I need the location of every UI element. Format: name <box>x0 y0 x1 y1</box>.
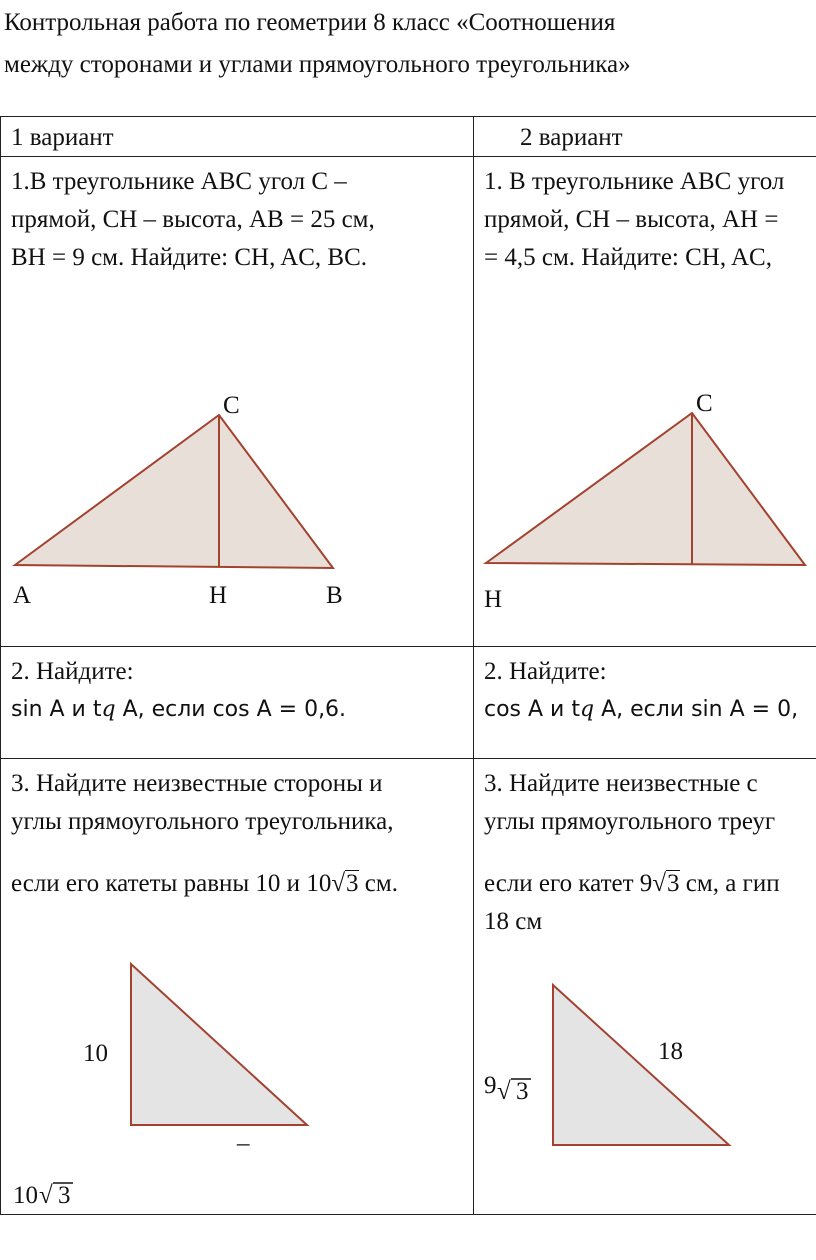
variant2-header-cell <box>474 117 816 157</box>
variants-table <box>0 116 816 1215</box>
v1-task1-cell <box>1 157 474 647</box>
v2-sqrt-sign: √ <box>497 1078 511 1105</box>
v1-triangle-abc <box>15 415 333 568</box>
v1-task2-formula: sin A и tq A, если cos A = 0,6. <box>11 697 347 722</box>
v2-triangle-abc-figure <box>474 157 816 647</box>
v1-right-triangle <box>131 964 307 1125</box>
v1-task1-line: BH = 9 см. Найдите: CH, AC, BC. <box>11 244 368 271</box>
v1-label-h: H <box>209 582 228 609</box>
v1-task3-cell <box>1 759 474 1215</box>
v2-label-h: H <box>484 586 503 613</box>
variant1-header-cell <box>1 117 474 157</box>
title-line-1: Контрольная работа по геометрии 8 класс «Соотношения <box>4 9 616 36</box>
task2-row <box>1 647 816 759</box>
v1-label-dash: – <box>237 1130 250 1157</box>
v2-task2-cell <box>474 647 816 759</box>
v2-task1-cell <box>474 157 816 647</box>
v2-right-triangle <box>553 985 729 1145</box>
v1-task2-cell <box>1 647 474 759</box>
v1-task2-text <box>11 653 346 729</box>
v1-label-b: B <box>326 582 343 609</box>
v2-label-leg-9: 9 <box>484 1072 497 1099</box>
v1-triangle-abc-figure <box>1 157 473 647</box>
v2-task2-text <box>484 653 798 729</box>
v2-task1-line: прямой, CH – высота, AH = <box>484 206 779 233</box>
v1-task3-line: если его катеты равны 10 и 10√3 см. <box>11 870 398 897</box>
v2-triangle-abc <box>486 413 805 565</box>
v1-label-bottom-10: 10 <box>13 1182 38 1209</box>
task3-row <box>1 759 816 1215</box>
v2-task3-line: 3. Найдите неизвестные с <box>484 770 758 797</box>
v1-label-a: A <box>13 582 32 609</box>
v1-task3-line: 3. Найдите неизвестные стороны и <box>11 770 383 797</box>
v2-task1-line: = 4,5 см. Найдите: CH, AC, <box>484 244 772 271</box>
v1-task1-line: 1.В треугольнике ABC угол C – <box>11 168 347 195</box>
v2-task2-formula: cos A и tq A, если sin A = 0, <box>484 697 799 722</box>
v2-task3-line: углы прямоугольного треуг <box>484 808 776 835</box>
v2-task3-line: если его катет 9√3 см, а гип <box>484 870 780 897</box>
header-row <box>1 117 816 157</box>
v2-right-triangle-figure <box>474 759 816 1215</box>
v1-right-triangle-figure <box>1 759 473 1215</box>
v2-label-c: C <box>696 390 713 417</box>
title-line-2: между сторонами и углами прямоугольного треугольника» <box>4 51 631 78</box>
variant1-header: 1 вариант <box>11 124 114 151</box>
task1-row <box>1 157 816 647</box>
v1-label-bottom-3: 3 <box>58 1182 71 1209</box>
v2-label-leg-3: 3 <box>516 1078 529 1105</box>
v1-task1-line: прямой, CH – высота, AB = 25 см, <box>11 206 375 233</box>
v1-label-c: C <box>223 392 240 419</box>
v1-task2-heading: 2. Найдите: <box>11 658 134 685</box>
variant2-header: 2 вариант <box>520 124 623 151</box>
v2-task3-line: 18 см <box>484 908 543 935</box>
v2-label-hyp-18: 18 <box>658 1038 683 1065</box>
v1-label-leg-10: 10 <box>83 1040 108 1067</box>
v1-task3-line: углы прямоугольного треугольника, <box>11 808 394 835</box>
v2-task1-line: 1. В треугольнике ABC угол <box>484 168 785 195</box>
v2-task2-heading: 2. Найдите: <box>484 658 607 685</box>
v1-sqrt-sign: √ <box>39 1182 53 1209</box>
v2-task3-cell <box>474 759 816 1215</box>
